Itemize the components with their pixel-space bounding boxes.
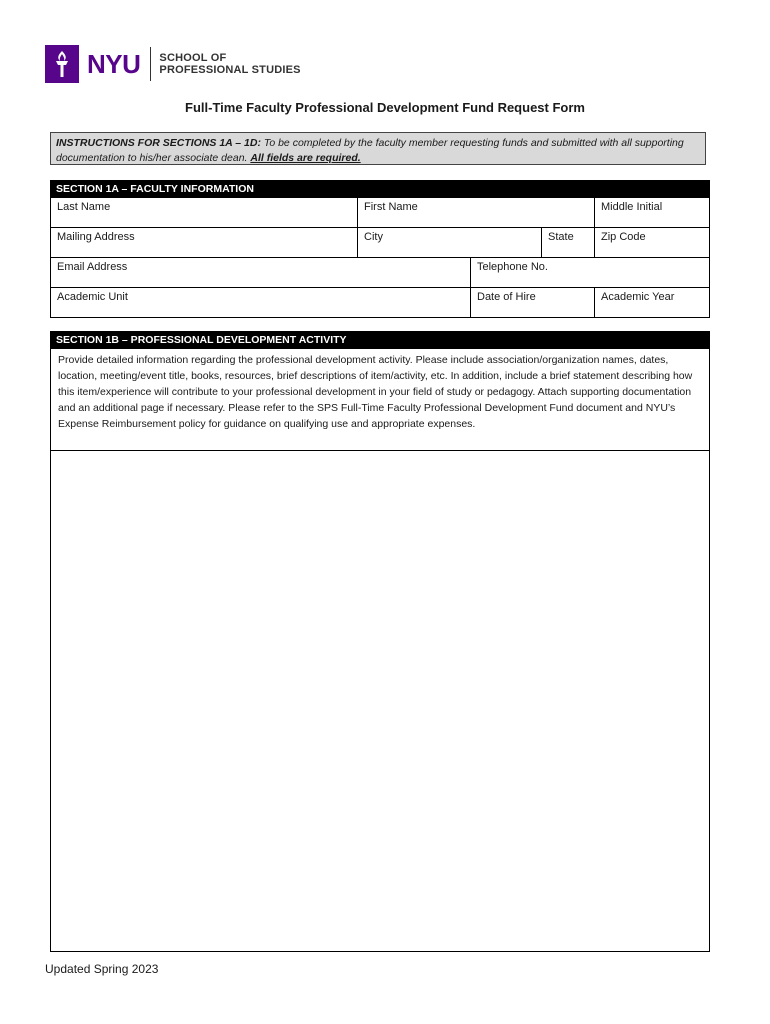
form-row xyxy=(51,228,709,258)
school-line-2: PROFESSIONAL STUDIES xyxy=(159,64,301,76)
last-name-label: Last Name xyxy=(57,201,111,213)
logo-divider xyxy=(150,47,151,81)
zip-code-field[interactable] xyxy=(595,228,709,257)
school-name xyxy=(159,52,300,76)
section-1b-description: Provide detailed information regarding the professional development activity. Please include association/organization names, dates, location, meeting/event title, books, resources, brief descriptions of item/activity, etc. In addition, include a brief statement describing how this item/experience will contribute to your professional development in your field of study or pedagogy. Attach supporting documentation and an additional page if necessary. Please refer to the SPS Full-Time Faculty Professional Development Fund document and NYU’s Expense Reimbursement policy for guidance on qualifying use and appropriate expenses. xyxy=(51,349,709,451)
middle-initial-field[interactable] xyxy=(595,198,709,227)
academic-unit-label: Academic Unit xyxy=(57,291,128,303)
brand-name: NYU xyxy=(87,48,141,79)
faculty-info-grid xyxy=(50,198,710,318)
form-row xyxy=(51,258,709,288)
first-name-field[interactable] xyxy=(358,198,595,227)
telephone-field[interactable] xyxy=(471,258,709,287)
zip-code-label: Zip Code xyxy=(601,231,646,243)
nyu-logo xyxy=(45,45,301,83)
email-field[interactable] xyxy=(51,258,471,287)
section-1b xyxy=(50,331,710,952)
email-label: Email Address xyxy=(57,261,128,273)
academic-year-label: Academic Year xyxy=(601,291,675,303)
school-line-1: SCHOOL OF xyxy=(159,52,227,64)
section-1a xyxy=(50,180,710,318)
date-of-hire-field[interactable] xyxy=(471,288,595,317)
form-row xyxy=(51,198,709,228)
academic-year-field[interactable] xyxy=(595,288,709,317)
city-field[interactable] xyxy=(358,228,542,257)
mailing-address-label: Mailing Address xyxy=(57,231,135,243)
instructions-box xyxy=(50,132,706,165)
state-label: State xyxy=(548,231,574,243)
state-field[interactable] xyxy=(542,228,595,257)
activity-details-textarea[interactable] xyxy=(51,451,709,948)
section-1a-header: SECTION 1A – FACULTY INFORMATION xyxy=(50,180,710,198)
date-of-hire-label: Date of Hire xyxy=(477,291,536,303)
telephone-label: Telephone No. xyxy=(477,261,548,273)
form-row xyxy=(51,288,709,318)
academic-unit-field[interactable] xyxy=(51,288,471,317)
torch-icon xyxy=(45,45,79,83)
city-label: City xyxy=(364,231,383,243)
instructions-label: INSTRUCTIONS FOR SECTIONS 1A – 1D: xyxy=(56,137,261,149)
footer-updated: Updated Spring 2023 xyxy=(45,962,159,976)
instructions-required: All fields are required. xyxy=(250,152,361,164)
instructions-text: To be completed by the faculty member requesting funds and submitted with all supporting documentation to his/her associate dean. xyxy=(56,137,684,164)
form-title: Full-Time Faculty Professional Development Fund Request Form xyxy=(185,100,585,115)
last-name-field[interactable] xyxy=(51,198,358,227)
section-1b-header: SECTION 1B – PROFESSIONAL DEVELOPMENT ACTIVITY xyxy=(50,331,710,349)
middle-initial-label: Middle Initial xyxy=(601,201,663,213)
first-name-label: First Name xyxy=(364,201,418,213)
mailing-address-field[interactable] xyxy=(51,228,358,257)
